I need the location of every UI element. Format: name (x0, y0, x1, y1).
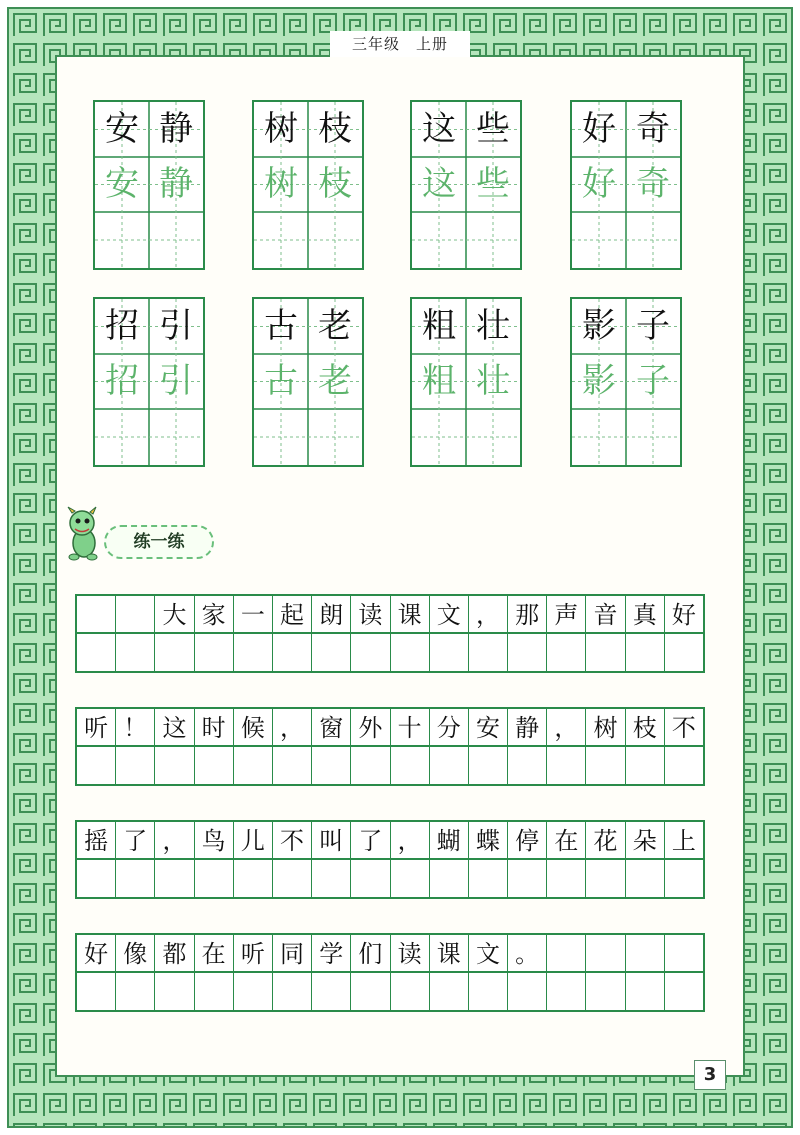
writing-cell[interactable] (351, 634, 390, 671)
passage-cell: ， (391, 822, 430, 858)
trace-char: 子 (636, 361, 670, 401)
writing-cell[interactable] (234, 634, 273, 671)
passage-cell: 起 (273, 596, 312, 632)
writing-cell[interactable] (665, 747, 703, 784)
writing-cell[interactable] (195, 634, 234, 671)
writing-cell[interactable] (312, 860, 351, 897)
writing-cell[interactable] (547, 634, 586, 671)
writing-cell[interactable] (116, 634, 155, 671)
writing-cell[interactable] (665, 634, 703, 671)
word-char: 静 (159, 109, 193, 149)
writing-cell[interactable] (234, 747, 273, 784)
passage-cell: 这 (155, 709, 194, 745)
writing-cell[interactable] (155, 860, 194, 897)
page-title: 三年级 上册 (330, 31, 470, 57)
trace-char: 好 (582, 164, 616, 204)
passage-cell: 候 (234, 709, 273, 745)
passage-cell (547, 935, 586, 971)
word-char: 壮 (476, 306, 510, 346)
trace-char: 影 (582, 361, 616, 401)
dragon-mascot-icon (60, 505, 108, 565)
writing-cell[interactable] (469, 973, 508, 1010)
word-char: 招 (105, 306, 139, 346)
writing-cell[interactable] (391, 860, 430, 897)
trace-char: 枝 (318, 164, 352, 204)
writing-cell[interactable] (469, 860, 508, 897)
writing-cell[interactable] (155, 973, 194, 1010)
passage-cell: 了 (351, 822, 390, 858)
writing-cell[interactable] (430, 747, 469, 784)
trace-char: 古 (264, 361, 298, 401)
writing-row[interactable] (75, 746, 705, 786)
passage-cell: 树 (586, 709, 625, 745)
writing-row[interactable] (75, 972, 705, 1012)
writing-cell[interactable] (155, 747, 194, 784)
passage-cell: 一 (234, 596, 273, 632)
writing-cell[interactable] (195, 747, 234, 784)
passage-cell (586, 935, 625, 971)
passage-cell: 声 (547, 596, 586, 632)
passage-cell: 时 (195, 709, 234, 745)
writing-cell[interactable] (273, 860, 312, 897)
writing-cell[interactable] (351, 747, 390, 784)
passage-cell (77, 596, 116, 632)
writing-cell[interactable] (508, 634, 547, 671)
passage-cell: ， (469, 596, 508, 632)
writing-cell[interactable] (547, 973, 586, 1010)
passage-cell: 同 (273, 935, 312, 971)
trace-char: 这 (422, 164, 456, 204)
passage-row (75, 707, 705, 747)
writing-cell[interactable] (273, 634, 312, 671)
passage-cell: 蝶 (469, 822, 508, 858)
word-char: 古 (264, 306, 298, 346)
passage-cell: 不 (273, 822, 312, 858)
writing-cell[interactable] (547, 860, 586, 897)
passage-cell: 静 (508, 709, 547, 745)
passage-cell: 读 (391, 935, 430, 971)
writing-cell[interactable] (391, 747, 430, 784)
passage-cell: ， (273, 709, 312, 745)
word-char: 这 (422, 109, 456, 149)
writing-cell[interactable] (430, 973, 469, 1010)
writing-cell[interactable] (312, 973, 351, 1010)
writing-cell[interactable] (77, 747, 116, 784)
trace-char: 招 (105, 361, 139, 401)
writing-cell[interactable] (234, 860, 273, 897)
passage-cell: 了 (116, 822, 155, 858)
writing-cell[interactable] (586, 747, 625, 784)
trace-char: 安 (105, 164, 139, 204)
passage-cell: 花 (586, 822, 625, 858)
writing-cell[interactable] (273, 747, 312, 784)
trace-char: 引 (159, 361, 193, 401)
passage-cell: ， (155, 822, 194, 858)
trace-char: 壮 (476, 361, 510, 401)
writing-cell[interactable] (312, 747, 351, 784)
word-char: 枝 (318, 109, 352, 149)
passage-cell: 真 (626, 596, 665, 632)
writing-cell[interactable] (273, 973, 312, 1010)
writing-cell[interactable] (665, 860, 703, 897)
word-char: 奇 (636, 109, 670, 149)
writing-cell[interactable] (391, 973, 430, 1010)
passage-cell: 家 (195, 596, 234, 632)
word-box (410, 297, 522, 467)
writing-cell[interactable] (351, 973, 390, 1010)
passage-cell: 安 (469, 709, 508, 745)
passage-cell: 好 (77, 935, 116, 971)
writing-cell[interactable] (508, 973, 547, 1010)
passage-cell: 外 (351, 709, 390, 745)
writing-cell[interactable] (469, 747, 508, 784)
passage-cell: 在 (195, 935, 234, 971)
word-box (252, 297, 364, 467)
passage-row (75, 820, 705, 860)
writing-cell[interactable] (508, 747, 547, 784)
passage-cell: 文 (469, 935, 508, 971)
passage-cell: 朗 (312, 596, 351, 632)
practice-label: 练一练 (104, 525, 214, 559)
trace-char: 粗 (422, 361, 456, 401)
writing-cell[interactable] (234, 973, 273, 1010)
passage-cell: 那 (508, 596, 547, 632)
passage-cell: 们 (351, 935, 390, 971)
trace-char: 奇 (636, 164, 670, 204)
writing-cell[interactable] (391, 634, 430, 671)
writing-cell[interactable] (77, 634, 116, 671)
passage-cell: 文 (430, 596, 469, 632)
writing-cell[interactable] (77, 973, 116, 1010)
passage-cell: 课 (430, 935, 469, 971)
passage-cell: 不 (671, 714, 696, 742)
writing-cell[interactable] (155, 634, 194, 671)
writing-cell[interactable] (116, 860, 155, 897)
passage-cell: 停 (508, 822, 547, 858)
passage-cell: 鸟 (195, 822, 234, 858)
writing-cell[interactable] (547, 747, 586, 784)
writing-cell[interactable] (586, 634, 625, 671)
writing-cell[interactable] (351, 860, 390, 897)
word-char: 粗 (422, 306, 456, 346)
passage-cell (665, 935, 703, 971)
word-char: 些 (476, 109, 510, 149)
passage-cell: 叫 (312, 822, 351, 858)
passage-cell: 儿 (234, 822, 273, 858)
passage-cell (116, 596, 155, 632)
writing-cell[interactable] (508, 860, 547, 897)
practice-header (60, 505, 260, 565)
writing-cell[interactable] (665, 973, 703, 1010)
passage-cell: 都 (155, 935, 194, 971)
passage-cell: 听 (77, 709, 116, 745)
word-box (570, 100, 682, 270)
passage-cell: 分 (430, 709, 469, 745)
word-char: 树 (264, 109, 298, 149)
passage-cell: 学 (312, 935, 351, 971)
passage-cell: 十 (391, 709, 430, 745)
writing-cell[interactable] (116, 747, 155, 784)
passage-cell: 像 (116, 935, 155, 971)
word-char: 子 (636, 306, 670, 346)
trace-char: 些 (476, 164, 510, 204)
passage-cell: 好 (671, 601, 696, 629)
passage-cell: 蝴 (430, 822, 469, 858)
passage-cell: 朵 (626, 822, 665, 858)
passage-cell: 上 (671, 827, 696, 855)
word-char: 安 (105, 109, 139, 149)
passage-cell: 音 (586, 596, 625, 632)
trace-char: 静 (159, 164, 193, 204)
passage-cell: 枝 (626, 709, 665, 745)
writing-cell[interactable] (195, 973, 234, 1010)
writing-cell[interactable] (626, 747, 665, 784)
word-box (93, 100, 205, 270)
writing-cell[interactable] (195, 860, 234, 897)
writing-cell[interactable] (586, 860, 625, 897)
writing-cell[interactable] (626, 860, 665, 897)
passage-cell: 课 (391, 596, 430, 632)
writing-cell[interactable] (469, 634, 508, 671)
word-char: 引 (159, 306, 193, 346)
passage-cell: ！ (116, 709, 155, 745)
trace-char: 树 (264, 164, 298, 204)
passage-cell: 。 (508, 935, 547, 971)
writing-cell[interactable] (77, 860, 116, 897)
word-char: 好 (582, 109, 616, 149)
passage-cell: 读 (351, 596, 390, 632)
writing-row[interactable] (75, 633, 705, 673)
word-char: 老 (318, 306, 352, 346)
word-box (252, 100, 364, 270)
passage-cell: 窗 (312, 709, 351, 745)
writing-cell[interactable] (312, 634, 351, 671)
writing-cell[interactable] (430, 860, 469, 897)
writing-cell[interactable] (430, 634, 469, 671)
passage-cell: ， (547, 709, 586, 745)
trace-char: 老 (318, 361, 352, 401)
passage-cell: 摇 (77, 822, 116, 858)
passage-row (75, 594, 705, 634)
word-box (93, 297, 205, 467)
page-number: 3 (694, 1060, 726, 1090)
writing-cell[interactable] (626, 634, 665, 671)
passage-cell (626, 935, 665, 971)
writing-cell[interactable] (626, 973, 665, 1010)
passage-cell: 听 (234, 935, 273, 971)
word-box (570, 297, 682, 467)
writing-cell[interactable] (586, 973, 625, 1010)
word-char: 影 (582, 306, 616, 346)
word-box (410, 100, 522, 270)
passage-cell: 大 (155, 596, 194, 632)
passage-row (75, 933, 705, 973)
writing-cell[interactable] (116, 973, 155, 1010)
passage-cell: 在 (547, 822, 586, 858)
writing-row[interactable] (75, 859, 705, 899)
